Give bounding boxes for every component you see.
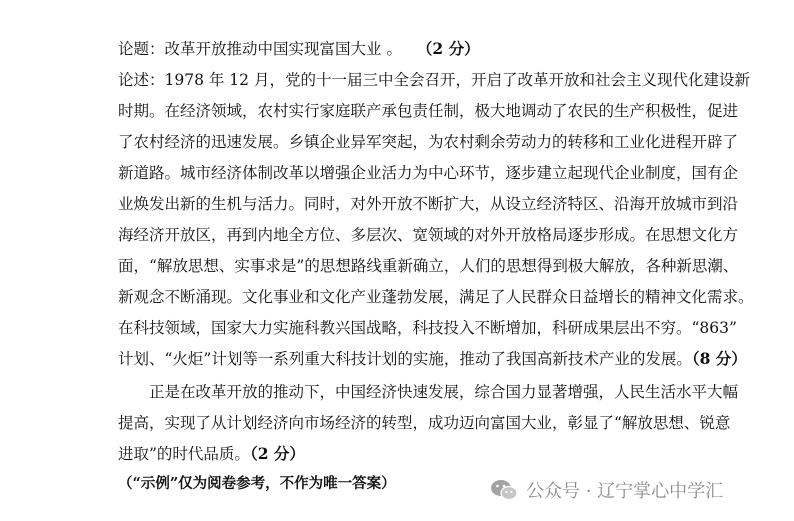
watermark-text: 公众号 · 辽宁掌心中学汇 xyxy=(526,481,724,502)
paragraph-2-score: （2 分） xyxy=(249,444,305,463)
paragraph-2-last-line xyxy=(118,443,305,465)
topic-score: （2 分） xyxy=(416,39,480,58)
watermark xyxy=(490,476,723,504)
topic-line xyxy=(118,38,480,60)
reference-note: （“示例”仅为阅卷参考，不作为唯一答案） xyxy=(118,475,396,492)
paragraph-1-line-3: 了农村经济的迅速发展。乡镇企业异军突起，为农村剩余劳动力的转移和工业化进程开辟了 xyxy=(118,133,739,151)
paragraph-1-line-9: 在科技领域，国家大力实施科教兴国战略，科技投入不断增加，科研成果层出不穷。“863” xyxy=(118,319,737,337)
paragraph-1-line-1: 论述：1978 年 12 月，党的十一届三中全会召开，开启了改革开放和社会主义现代化建设新 xyxy=(118,71,750,89)
paragraph-2-line-2: 提高，实现了从计划经济向市场经济的转型，成功迈向富国大业，彰显了“解放思想、锐意 xyxy=(118,414,731,432)
paragraph-1-last-text: 计划、“火炬”计划等一系列重大科技计划的实施，推动了我国高新技术产业的发展。 xyxy=(118,350,692,368)
paragraph-1-line-4: 新道路。城市经济体制改革以增强企业活力为中心环节，逐步建立起现代企业制度，国有企 xyxy=(118,164,739,182)
paragraph-1-line-2: 时期。在经济领域，农村实行家庭联产承包责任制，极大地调动了农民的生产积极性，促进 xyxy=(118,102,739,120)
wechat-icon xyxy=(490,478,518,502)
paragraph-1-line-5: 业焕发出新的生机与活力。同时，对外开放不断扩大，从设立经济特区、沿海开放城市到沿 xyxy=(118,195,739,213)
topic-label: 论题： xyxy=(118,40,165,58)
paragraph-1-score: （8 分） xyxy=(691,349,747,368)
paragraph-1-line-6: 海经济开放区，再到内地全方位、多层次、宽领域的对外开放格局逐步形成。在思想文化方 xyxy=(118,226,739,244)
paragraph-2-last-text: 进取”的时代品质。 xyxy=(118,445,250,463)
paragraph-1-last-line xyxy=(118,348,747,370)
paragraph-1-line-8: 新观念不断涌现。文化事业和文化产业蓬勃发展，满足了人民群众日益增长的精神文化需求。 xyxy=(118,288,754,306)
paragraph-2-line-1: 正是在改革开放的推动下，中国经济快速发展，综合国力显著增强，人民生活水平大幅 xyxy=(118,383,739,401)
topic-text: 改革开放推动中国实现富国大业 。 xyxy=(164,40,402,58)
paragraph-1-line-7: 面，“解放思想、实事求是”的思想路线重新确立，人们的思想得到极大解放，各种新思潮、 xyxy=(118,257,739,275)
